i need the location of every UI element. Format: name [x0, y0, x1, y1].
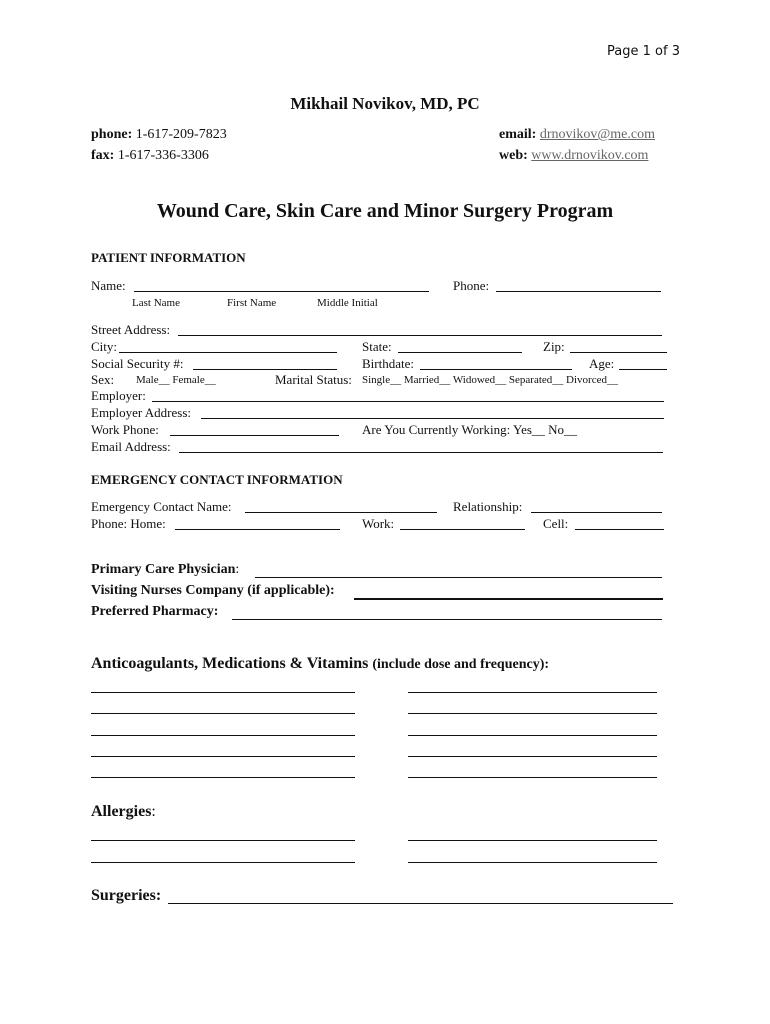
meds-line-right-2[interactable]	[408, 713, 657, 714]
birthdate-field[interactable]	[420, 369, 572, 370]
name-label: Name:	[91, 278, 126, 293]
work-field[interactable]	[400, 529, 525, 530]
ssn-label: Social Security #:	[91, 356, 184, 371]
employer-address-field[interactable]	[201, 418, 664, 419]
zip-label: Zip:	[543, 339, 565, 354]
employer-label: Employer:	[91, 388, 146, 403]
phone-line	[91, 127, 227, 143]
age-label: Age:	[589, 356, 615, 371]
emergency-heading: EMERGENCY CONTACT INFORMATION	[91, 472, 343, 487]
employer-address-label: Employer Address:	[91, 405, 192, 420]
pcp-label	[91, 562, 239, 578]
cell-field[interactable]	[575, 529, 664, 530]
state-label: State:	[362, 339, 392, 354]
allergies-heading	[91, 803, 156, 821]
ssn-field[interactable]	[193, 369, 337, 370]
surgeries-heading: Surgeries:	[91, 887, 162, 904]
meds-line-left-4[interactable]	[91, 756, 355, 757]
home-phone-field[interactable]	[175, 529, 340, 530]
meds-line-right-1[interactable]	[408, 692, 657, 693]
program-title: Wound Care, Skin Care and Minor Surgery Program	[156, 200, 614, 222]
birthdate-label: Birthdate:	[362, 356, 414, 371]
allergies-line-left-2[interactable]	[91, 862, 355, 863]
web-line	[499, 148, 648, 164]
phone-label: phone:	[91, 127, 133, 142]
pcp-field[interactable]	[255, 577, 662, 578]
surgeries-field[interactable]	[168, 903, 673, 904]
meds-heading: Anticoagulants, Medications & Vitamins	[91, 655, 369, 672]
meds-line-left-5[interactable]	[91, 777, 355, 778]
last-name-caption: Last Name	[132, 297, 180, 309]
allergies-text: Allergies	[91, 803, 152, 820]
name-field[interactable]	[134, 291, 429, 292]
street-field[interactable]	[178, 335, 662, 336]
allergies-line-right-1[interactable]	[408, 840, 657, 841]
fax-line	[91, 148, 209, 164]
age-field[interactable]	[619, 369, 667, 370]
marital-label: Marital Status:	[275, 372, 352, 387]
allergies-colon: :	[151, 803, 156, 820]
email-label: email:	[499, 127, 537, 142]
email-address-label: Email Address:	[91, 439, 171, 454]
emergency-name-label: Emergency Contact Name:	[91, 499, 232, 514]
relationship-label: Relationship:	[453, 499, 523, 514]
zip-field[interactable]	[570, 352, 667, 353]
patient-info-heading: PATIENT INFORMATION	[91, 250, 246, 265]
work-phone-field[interactable]	[170, 435, 339, 436]
vna-label: Visiting Nurses Company (if applicable):	[91, 583, 335, 598]
email-line	[499, 127, 655, 143]
pcp-colon: :	[235, 562, 240, 577]
working-question[interactable]: Are You Currently Working: Yes__ No__	[362, 422, 578, 437]
web-link[interactable]: www.drnovikov.com	[531, 148, 649, 163]
meds-line-left-3[interactable]	[91, 735, 355, 736]
first-name-caption: First Name	[227, 297, 277, 309]
phone-field-label: Phone:	[453, 278, 490, 293]
work-phone-label: Work Phone:	[91, 422, 159, 437]
meds-line-left-1[interactable]	[91, 692, 355, 693]
cell-label: Cell:	[543, 516, 569, 531]
city-label: City:	[91, 339, 118, 354]
email-link[interactable]: drnovikov@me.com	[539, 127, 655, 142]
doctor-name: Mikhail Novikov, MD, PC	[290, 94, 480, 113]
meds-line-right-4[interactable]	[408, 756, 657, 757]
vna-field[interactable]	[354, 598, 663, 600]
phone-field[interactable]	[496, 291, 661, 292]
fax-value: 1-617-336-3306	[117, 148, 209, 163]
middle-initial-caption: Middle Initial	[317, 297, 378, 309]
emergency-name-field[interactable]	[245, 512, 437, 513]
web-label: web:	[499, 148, 528, 163]
marital-options[interactable]: Single__ Married__ Widowed__ Separated__ Divorced__	[362, 374, 618, 386]
employer-field[interactable]	[152, 401, 664, 402]
pcp-text: Primary Care Physician	[91, 562, 236, 577]
surgeries-text: Surgeries	[91, 887, 156, 904]
pharmacy-field[interactable]	[232, 619, 662, 620]
page-indicator: Page 1 of 3	[607, 44, 680, 59]
pharmacy-label: Preferred Pharmacy:	[91, 604, 219, 619]
street-label: Street Address:	[91, 322, 171, 337]
meds-line-right-5[interactable]	[408, 777, 657, 778]
work-label: Work:	[362, 516, 395, 531]
sex-options[interactable]: Male__ Female__	[136, 374, 216, 386]
phone-value: 1-617-209-7823	[135, 127, 227, 142]
email-address-field[interactable]	[179, 452, 663, 453]
meds-heading-line	[91, 655, 549, 673]
allergies-line-left-1[interactable]	[91, 840, 355, 841]
meds-subheading: (include dose and frequency):	[372, 657, 550, 672]
allergies-line-right-2[interactable]	[408, 862, 657, 863]
home-phone-label: Phone: Home:	[91, 516, 166, 531]
meds-line-left-2[interactable]	[91, 713, 355, 714]
sex-label: Sex:	[91, 372, 115, 387]
meds-line-right-3[interactable]	[408, 735, 657, 736]
state-field[interactable]	[398, 352, 522, 353]
city-field[interactable]	[119, 352, 337, 353]
fax-label: fax:	[91, 148, 115, 163]
relationship-field[interactable]	[531, 512, 662, 513]
